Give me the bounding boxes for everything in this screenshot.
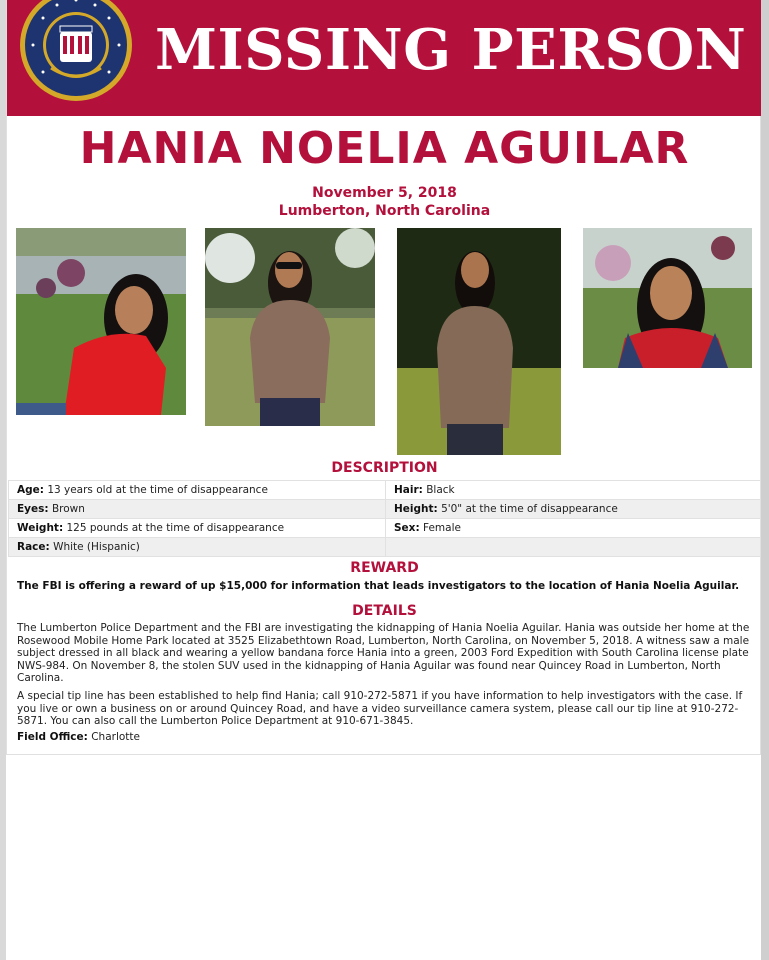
sex-cell: Sex: Female [386,519,761,538]
description-table [8,480,761,557]
field-office-value: Charlotte [91,731,140,743]
details-body [17,622,753,733]
empty-cell [386,538,761,557]
fbi-seal-icon [19,0,133,102]
table-row [9,500,761,519]
table-row [9,519,761,538]
race-cell: Race: White (Hispanic) [9,538,386,557]
person-name: HANIA NOELIA AGUILAR [79,123,690,174]
height-cell: Height: 5'0" at the time of disappearance [386,500,761,519]
field-office [17,731,140,744]
eyes-cell: Eyes: Brown [9,500,386,519]
table-row [9,538,761,557]
description-heading: DESCRIPTION [331,460,438,476]
photo-2 [205,228,375,426]
photo-1 [16,228,186,415]
photo-4 [583,228,752,368]
photo-3 [397,228,561,455]
disappearance-location: Lumberton, North Carolina [278,203,491,219]
details-paragraph-1: The Lumberton Police Department and the FBI are investigating the kidnapping of Hania Noelia Aguilar. Hania was outside her home at the Rosewood Mobile Home Park located at 3525 Elizabethtown Road, Lumberton, North Carolina, on November 5, 2018. A witness saw a male subject dressed in all black and wearing a yellow bandana force Hania into a green, 2003 Ford Expedition with South Carolina license plate NWS-984. On November 8, the stolen SUV used in the kidnapping of Hania Aguilar was found near Quincey Road in Lumberton, North Carolina. [17,622,750,685]
field-office-label: Field Office: [17,731,88,743]
table-row [9,481,761,500]
banner-title: MISSING PERSON [155,17,747,83]
weight-cell: Weight: 125 pounds at the time of disappearance [9,519,386,538]
missing-person-banner [7,0,761,116]
reward-text: The FBI is offering a reward of up $15,000 for information that leads investigators to the location of Hania Noelia Aguilar. [17,580,740,592]
age-cell: Age: 13 years old at the time of disappearance [9,481,386,500]
details-paragraph-2: A special tip line has been established to help find Hania; call 910-272-5871 if you have information to help investigators with the case. If you live or own a business on or around Quincey Road, and have a video surveillance camera system, please call our tip line at 910-272-5871. You can also call the Lumberton Police Department at 910-671-3845. [17,689,743,728]
details-heading: DETAILS [352,603,417,619]
hair-cell: Hair: Black [386,481,761,500]
disappearance-date: November 5, 2018 [312,185,457,201]
reward-heading: REWARD [350,560,419,576]
